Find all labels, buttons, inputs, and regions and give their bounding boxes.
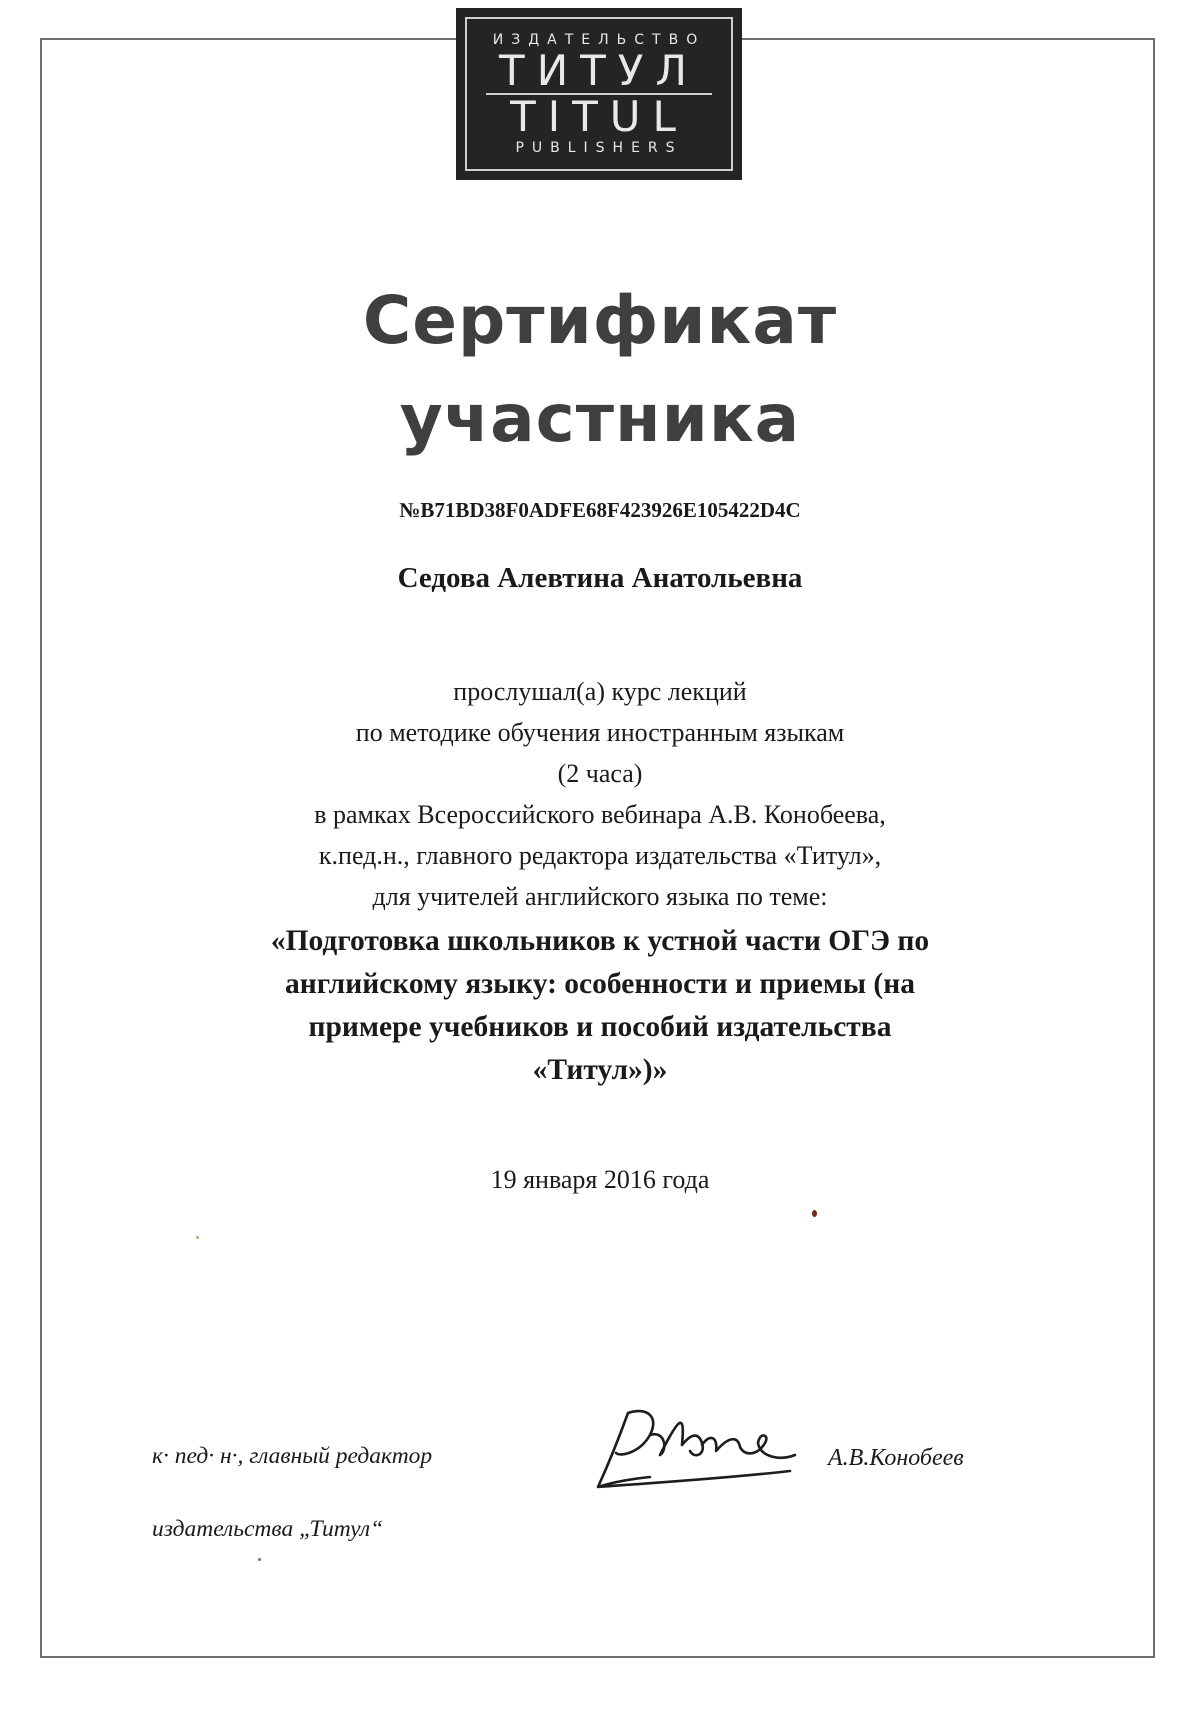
recipient-name: Седова Алевтина Анатольевна: [397, 562, 803, 594]
certificate-title-line2: участника: [399, 380, 801, 457]
description-line: (2 часа): [557, 759, 643, 788]
certificate-title-line1: Сертификат: [362, 282, 838, 359]
description-line: в рамках Всероссийского вебинара А.В. Конобеева,: [314, 800, 886, 829]
description-line: по методике обучения иностранным языкам: [355, 718, 845, 747]
scan-speck: [812, 1210, 817, 1217]
logo-top-line: ИЗДАТЕЛЬСТВО: [492, 32, 706, 48]
logo-bottom-line: PUBLISHERS: [515, 140, 683, 156]
handwritten-signature: [590, 1395, 800, 1495]
topic-line: примере учебников и пособий издательства: [308, 1011, 892, 1043]
logo-en-name: TITUL: [510, 92, 688, 141]
publisher-logo: [456, 8, 742, 180]
certificate-number: №B71BD38F0ADFE68F423926E105422D4C: [399, 498, 801, 522]
signer-position-line1: к· пед· н·, главный редактор: [152, 1443, 433, 1469]
topic-line: английскому языку: особенности и приемы (на: [285, 968, 915, 1000]
description-line: к.пед.н., главного редактора издательства «Титул»,: [318, 841, 882, 870]
logo-inner-frame: [465, 17, 733, 171]
issue-date: 19 января 2016 года: [490, 1165, 710, 1194]
description-line: прослушал(а) курс лекций: [453, 677, 747, 706]
scan-speck: [258, 1558, 261, 1561]
logo-ru-name: ТИТУЛ: [486, 49, 712, 95]
scan-speck: [196, 1236, 199, 1239]
course-description: [0, 671, 1200, 917]
topic-line: «Титул»)»: [532, 1054, 668, 1086]
description-line: для учителей английского языка по теме:: [372, 882, 828, 911]
signer-position-line2: издательства „Титул“: [152, 1516, 384, 1542]
signer-name: А.В.Конобеев: [828, 1445, 964, 1471]
webinar-topic: [180, 920, 1020, 1092]
topic-line: «Подготовка школьников к устной части ОГЭ по: [270, 925, 930, 957]
